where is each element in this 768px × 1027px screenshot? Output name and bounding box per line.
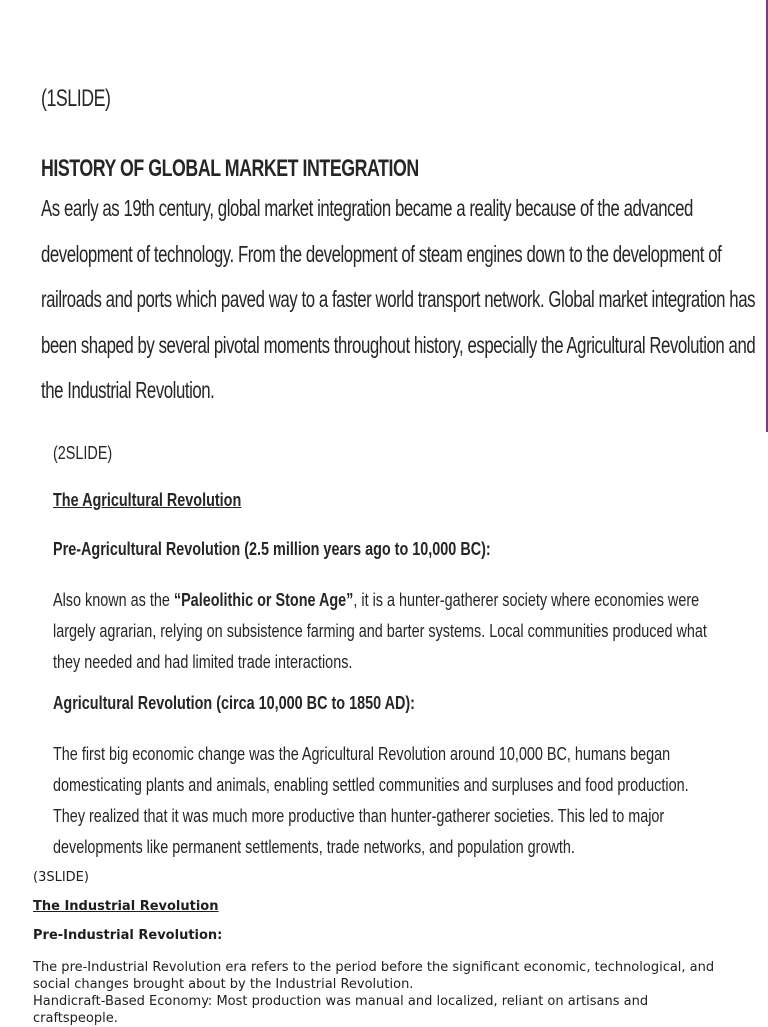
slide2-subheading-agri: Agricultural Revolution (circa 10,000 BC to 1850 AD):: [53, 693, 415, 713]
slide1-line: development of technology. From the development of steam engines down to the development of: [41, 240, 722, 267]
slide2-label: (2SLIDE): [53, 443, 113, 463]
slide2-pre-bold: “Paleolithic or Stone Age”: [173, 590, 354, 610]
slide3-line: Handicraft-Based Economy: Most production was manual and localized, reliant on artisans and: [33, 994, 649, 1009]
slide1-line: the Industrial Revolution.: [41, 377, 215, 403]
slide1-section: [41, 84, 756, 414]
slide2-pre-line: largely agrarian, relying on subsistence farming and barter systems. Local communities produced what: [53, 621, 707, 641]
slide3-line: The pre-Industrial Revolution era refers to the period before the significant economic, technological, and: [33, 960, 715, 975]
slide2-agri-line: developments like permanent settlements, trade networks, and population growth.: [53, 837, 575, 857]
slide2-pre-rest: , it is a hunter-gatherer society where economies were: [353, 590, 700, 610]
slide2-agri-line: They realized that it was much more productive than hunter-gatherer societies. This led to major: [53, 806, 665, 826]
slide1-heading: HISTORY OF GLOBAL MARKET INTEGRATION: [41, 155, 419, 182]
slide1-label: (1SLIDE): [41, 85, 111, 112]
slide3-label: (3SLIDE): [33, 870, 89, 885]
slide3-line: craftspeople.: [33, 1011, 118, 1026]
slide1-line: been shaped by several pivotal moments throughout history, especially the Agricultural Revolution and: [41, 331, 756, 358]
slide2-paragraph-agri: [53, 739, 689, 863]
slide3-paragraph: [33, 959, 753, 1027]
slide2-subheading-pre: Pre-Agricultural Revolution (2.5 million years ago to 10,000 BC):: [53, 539, 491, 559]
slide1-line: railroads and ports which paved way to a faster world transport network. Global market integration has: [41, 286, 756, 312]
slide3-line: social changes brought about by the Industrial Revolution.: [33, 977, 414, 992]
slide3-subheading: Pre-Industrial Revolution:: [33, 928, 223, 943]
slide2-pre-line: [53, 585, 707, 616]
slide2-paragraph-pre: [53, 585, 707, 678]
slide2-pre-intro: Also known as the: [53, 590, 174, 610]
slide2-pre-line: they needed and had limited trade interactions.: [53, 652, 353, 672]
slide1-paragraph: [41, 186, 756, 414]
slide2-agri-line: domesticating plants and animals, enabling settled communities and surpluses and food production.: [53, 775, 689, 795]
slide3-title: The Industrial Revolution: [33, 899, 219, 914]
slide1-line: As early as 19th century, global market integration became a reality because of the advanced: [41, 195, 693, 221]
slide2-agri-line: The first big economic change was the Agricultural Revolution around 10,000 BC, humans began: [53, 744, 671, 764]
slide2-title: The Agricultural Revolution: [53, 490, 242, 510]
